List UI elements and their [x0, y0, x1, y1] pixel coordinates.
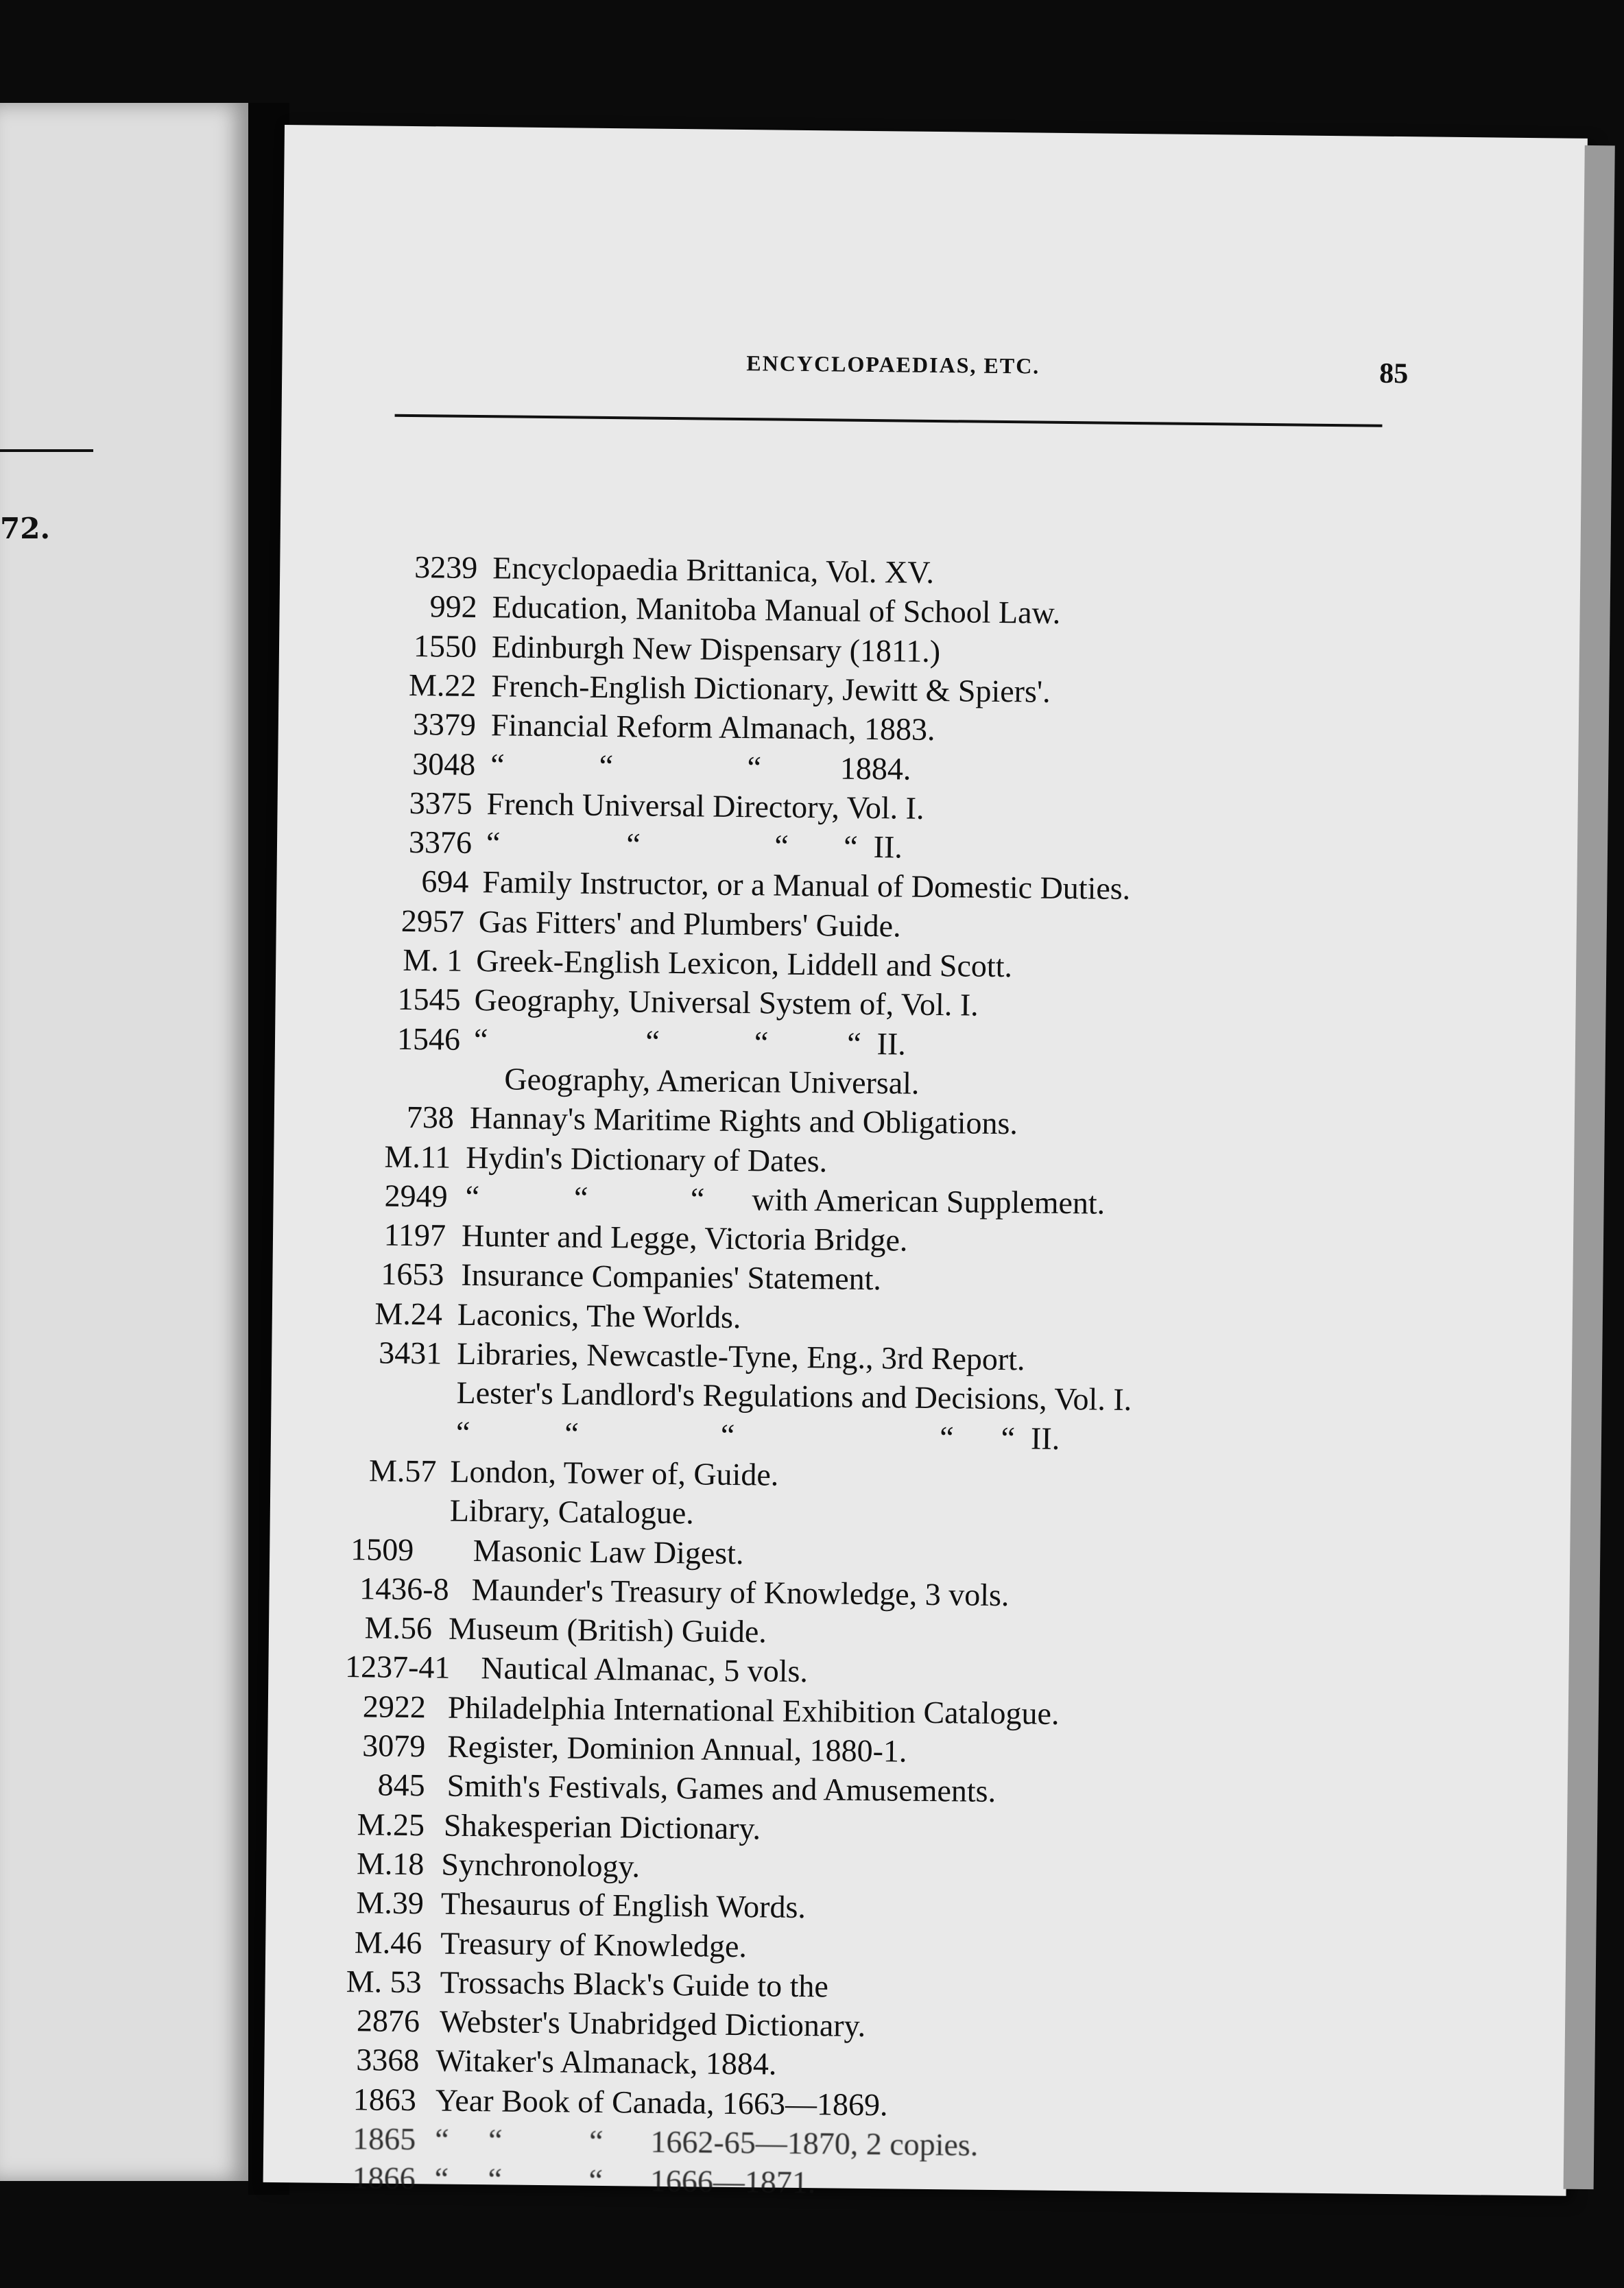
- entry-title: Hydin's Dictionary of Dates.: [465, 1139, 828, 1178]
- entry-number: 3368: [356, 2042, 420, 2078]
- entry-title: Lester's Landlord's Regulations and Decisions, Vol. I.: [456, 1375, 1132, 1418]
- entry-title: Geography, Universal System of, Vol. I.: [474, 982, 979, 1023]
- entry-title: Libraries, Newcastle-Tyne, Eng., 3rd Report.: [456, 1335, 1025, 1377]
- entry-title: Education, Manitoba Manual of School Law.: [492, 589, 1061, 631]
- entry-number: M.56: [364, 1610, 433, 1646]
- entry-title: “ “ “ 1666—1871.: [434, 2160, 816, 2200]
- entry-number: 1865: [352, 2121, 416, 2157]
- entry-number: 1546: [396, 1021, 461, 1057]
- entry-number: M.46: [354, 1924, 422, 1960]
- entry-title: Museum (British) Guide.: [448, 1610, 767, 1649]
- entry-title: “ “ “ “ “ II.: [455, 1414, 1060, 1456]
- entry-title: Greek-English Lexicon, Liddell and Scott.: [475, 942, 1013, 984]
- entry-number: M.24: [374, 1296, 443, 1332]
- entry-number: 738: [406, 1099, 455, 1135]
- header-rule: [395, 414, 1383, 427]
- entry-title: “ “ “ “ II.: [473, 1021, 907, 1062]
- entry-title: Masonic Law Digest.: [449, 1532, 744, 1571]
- entry-number: 1550: [413, 628, 477, 664]
- entry-number: 3376: [408, 824, 473, 861]
- book-page: [263, 125, 1588, 2200]
- page-number: 85: [1379, 357, 1409, 390]
- previous-page-rule: [0, 449, 93, 452]
- entry-number: M. 53: [346, 1963, 422, 2000]
- entry-title: Insurance Companies' Statement.: [461, 1257, 882, 1297]
- entry-title: French-English Dictionary, Jewitt & Spiers'.: [491, 668, 1051, 709]
- entry-title: “ “ “ “ II.: [486, 825, 903, 865]
- entry-number: 2957: [401, 903, 465, 939]
- entry-title: Philadelphia International Exhibition Catalogue.: [447, 1689, 1060, 1731]
- entry-title: Year Book of Canada, 1663—1869.: [435, 2082, 888, 2123]
- previous-page-text: 72.: [0, 512, 51, 545]
- entry-title: Encyclopaedia Brittanica, Vol. XV.: [492, 550, 935, 590]
- page-edge: [1564, 145, 1615, 2189]
- entry-number: 3431: [378, 1335, 442, 1371]
- entry-title: Hunter and Legge, Victoria Bridge.: [461, 1217, 908, 1258]
- entry-number: 3079: [361, 1728, 426, 1764]
- entry-number: 1237-41: [344, 1649, 451, 1686]
- entry-title: Laconics, The Worlds.: [457, 1296, 741, 1335]
- previous-page-fragment: [0, 103, 248, 2181]
- entry-number: 3375: [409, 785, 473, 821]
- entry-number: 2949: [384, 1178, 448, 1214]
- entry-title: “ “ “ with American Supplement.: [465, 1178, 1106, 1221]
- entry-number: 845: [377, 1767, 425, 1803]
- entry-number: 694: [421, 863, 469, 900]
- entry-number: 3239: [414, 549, 478, 585]
- entry-title: Witaker's Almanack, 1884.: [435, 2042, 777, 2082]
- entry-number: 1866: [352, 2160, 416, 2196]
- entry-title: Library, Catalogue.: [449, 1492, 695, 1531]
- entry-title: “ “ “ 1884.: [490, 746, 911, 787]
- entry-number: 1509: [350, 1531, 414, 1567]
- entry-title: Trossachs Black's Guide to the: [440, 1964, 829, 2004]
- entry-number: 1653: [381, 1256, 444, 1292]
- entry-title: “ “ “ 1662-65—1870, 2 copies.: [434, 2121, 979, 2162]
- entry-title: Nautical Almanac, 5 vols.: [481, 1650, 809, 1689]
- entry-title: Edinburgh New Dispensary (1811.): [491, 628, 941, 669]
- entry-number: 992: [429, 588, 477, 625]
- entry-title: French Universal Directory, Vol. I.: [486, 785, 924, 826]
- entry-number: M.57: [368, 1453, 437, 1489]
- entry-number: M.11: [384, 1139, 451, 1175]
- entry-title: Gas Fitters' and Plumbers' Guide.: [478, 903, 901, 944]
- entry-title: London, Tower of, Guide.: [450, 1453, 779, 1492]
- entry-number: 3048: [411, 746, 476, 782]
- entry-title: Maunder's Treasury of Knowledge, 3 vols.: [471, 1571, 1010, 1612]
- entry-number: 1436-8: [359, 1571, 449, 1607]
- entry-title: Geography, American Universal.: [504, 1061, 920, 1101]
- entry-title: Financial Reform Almanach, 1883.: [490, 707, 935, 748]
- entry-title: Hannay's Maritime Rights and Obligations.: [469, 1100, 1018, 1141]
- entry-title: Thesaurus of English Words.: [440, 1885, 807, 1925]
- entry-number: M.22: [408, 667, 477, 703]
- entry-number: 2876: [356, 2003, 420, 2039]
- entry-title: Treasury of Knowledge.: [440, 1925, 748, 1964]
- entry-number: M. 1: [403, 942, 463, 978]
- entry-number: 1197: [383, 1217, 446, 1253]
- entry-title: Smith's Festivals, Games and Amusements.: [446, 1767, 996, 1809]
- entry-number: 2922: [362, 1689, 427, 1724]
- entry-title: Register, Dominion Annual, 1880-1.: [446, 1728, 907, 1769]
- entry-number: 3379: [412, 706, 477, 743]
- entry-number: M.18: [356, 1846, 425, 1882]
- entry-title: Webster's Unabridged Dictionary.: [439, 2003, 866, 2044]
- entry-number: 1545: [397, 981, 461, 1018]
- running-header: ENCYCLOPAEDIAS, ETC.: [746, 350, 1040, 379]
- entry-number: M.39: [356, 1885, 425, 1921]
- entry-number: 1863: [353, 2081, 417, 2117]
- entry-title: Synchronology.: [441, 1846, 641, 1884]
- entry-title: Family Instructor, or a Manual of Domestic Duties.: [482, 864, 1131, 907]
- entry-title: Shakesperian Dictionary.: [443, 1807, 761, 1846]
- entry-number: M.25: [357, 1806, 425, 1842]
